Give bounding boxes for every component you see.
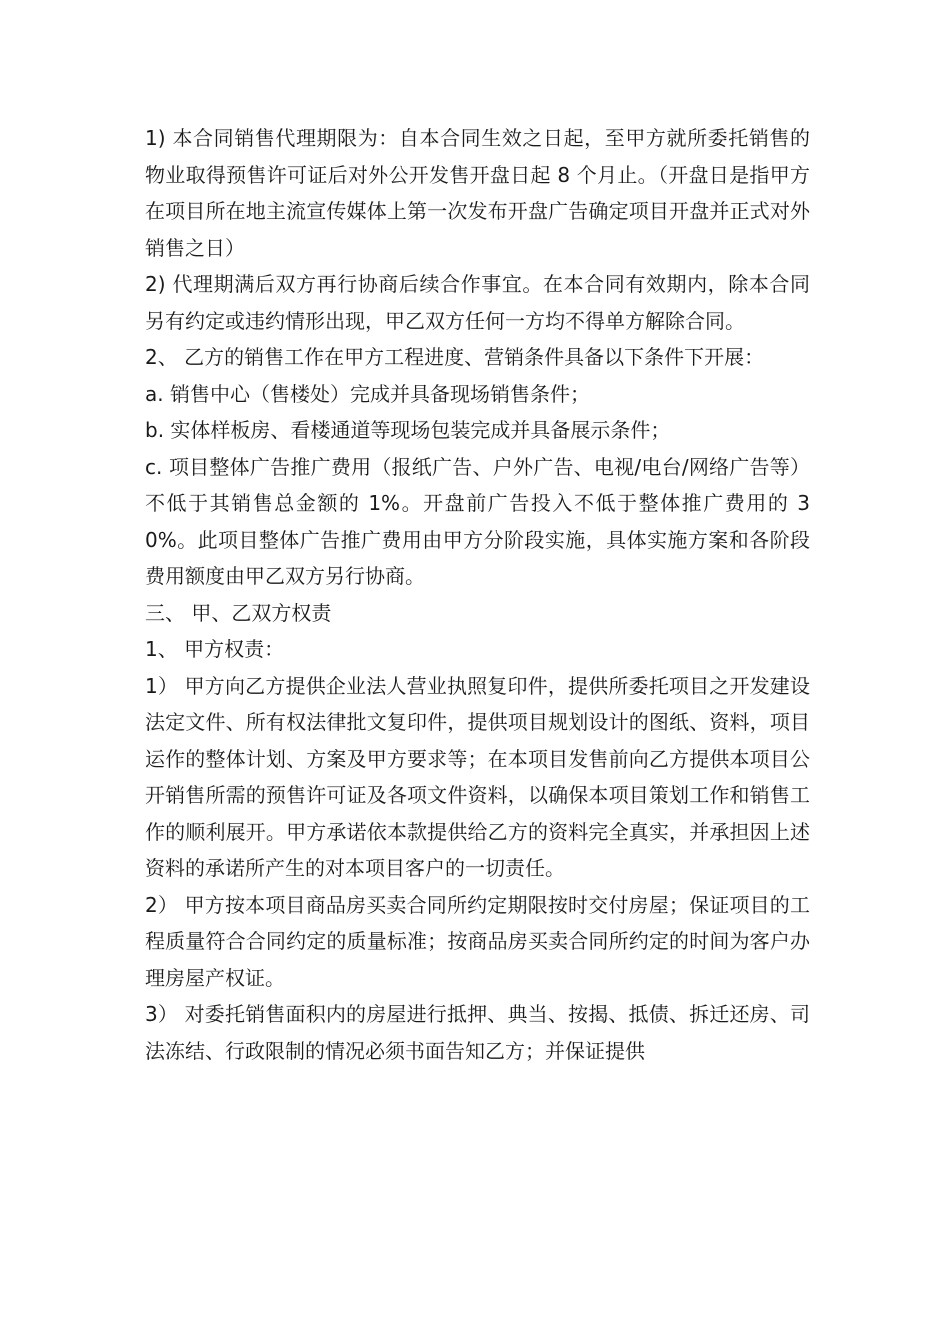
section-heading-rights-duties: 三、 甲、乙双方权责 <box>145 600 332 625</box>
paragraph-sales-conditions: 2、 乙方的销售工作在甲方工程进度、营销条件具备以下条件下开展： <box>145 345 765 369</box>
paragraph-party-a-duty-1: 1） 甲方向乙方提供企业法人营业执照复印件，提供所委托项目之开发建设法定文件、所有权法律批文复印件，提供项目规划设计的图纸、资料，项目运作的整体计划、方案及甲方要求等；在本项目发售前向乙方提供本项目公开销售所需的预售许可证及各项文件资料，以确保本项目策划工作和销售工作的顺利展开。甲方承诺依本款提供给乙方的资料完全真实，并承担因上述资料的承诺所产生的对本项目客户的一切责任。 <box>145 673 810 880</box>
paragraph-sales-agency-term: 1) 本合同销售代理期限为：自本合同生效之日起，至甲方就所委托销售的物业取得预售许可证后对外公开发售开盘日起 8 个月止。（开盘日是指甲方在项目所在地主流宣传媒体上第一次发布开盘广告确定项目开盘并正式对外销售之日） <box>145 126 810 260</box>
paragraph-agency-expiry: 2) 代理期满后双方再行协商后续合作事宜。在本合同有效期内，除本合同另有约定或违约情形出现，甲乙双方任何一方均不得单方解除合同。 <box>145 272 810 333</box>
paragraph-condition-b: b. 实体样板房、看楼通道等现场包装完成并具备展示条件； <box>145 418 671 442</box>
paragraph-condition-c: c. 项目整体广告推广费用（报纸广告、户外广告、电视/电台/网络广告等）不低于其销售总金额的 1%。开盘前广告投入不低于整体推广费用的 30%。此项目整体广告推广费用由甲方分阶段实施，具体实施方案和各阶段费用额度由甲乙双方另行协商。 <box>145 454 810 588</box>
paragraph-party-a-duty-2: 2） 甲方按本项目商品房买卖合同所约定期限按时交付房屋；保证项目的工程质量符合合同约定的质量标准；按商品房买卖合同所约定的时间为客户办理房屋产权证。 <box>145 892 810 990</box>
subsection-heading-party-a: 1、 甲方权责： <box>145 637 285 661</box>
document-body <box>145 120 810 1069</box>
paragraph-party-a-duty-3: 3） 对委托销售面积内的房屋进行抵押、典当、按揭、抵债、拆迁还房、司法冻结、行政限制的情况必须书面告知乙方；并保证提供 <box>145 1002 810 1063</box>
paragraph-condition-a: a. 销售中心（售楼处）完成并具备现场销售条件； <box>145 381 590 406</box>
